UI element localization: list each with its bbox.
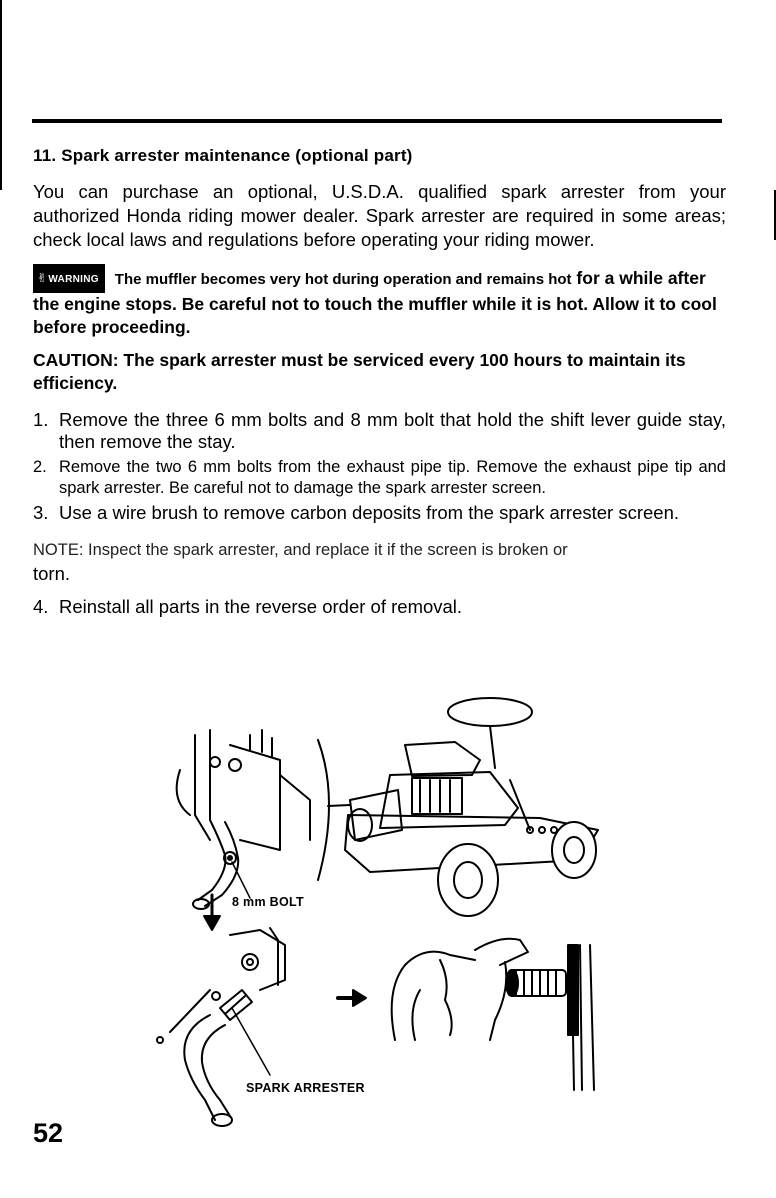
note-text: NOTE: Inspect the spark arrester, and replace it if the screen is broken or [33, 541, 568, 559]
right-arrow-icon [338, 990, 366, 1006]
step-2 [33, 457, 726, 499]
warning-first-line: The muffler becomes very hot during operation and remains hot [114, 271, 572, 288]
note-continuation: torn. [33, 563, 71, 584]
spark-arrester-label: SPARK ARRESTER [246, 1081, 365, 1095]
step-3 [33, 502, 726, 524]
warning-text: for a while after the engine stops. Be careful not to touch the muffler while it is hot. Allow it to cool before proceeding. [33, 268, 717, 337]
top-rule [32, 119, 722, 123]
warning-block [33, 264, 726, 339]
intro-paragraph: You can purchase an optional, U.S.D.A. qualified spark arrester from your authorized Honda riding mower dealer. Spark arrester are required in some areas; check local laws and regulations before operating your riding mower. [33, 181, 726, 250]
step-1 [33, 409, 726, 453]
spark-arrester-illustration [150, 690, 610, 1130]
warning-badge [33, 264, 105, 293]
step-number: 3. [33, 502, 49, 523]
manual-content [33, 146, 726, 618]
brush-cleaning-drawing [392, 939, 594, 1090]
riding-mower-drawing [328, 698, 598, 916]
illustration-drawing [150, 690, 610, 1130]
warning-hand-icon: ✌ [37, 271, 48, 285]
step-number: 4. [33, 596, 49, 617]
step-text: Remove the three 6 mm bolts and 8 mm bolt that hold the shift lever guide stay, then remove the stay. [59, 409, 726, 452]
note-block [33, 538, 726, 586]
procedure-steps-final [33, 596, 726, 618]
step-text: Use a wire brush to remove carbon deposits from the spark arrester screen. [59, 502, 680, 523]
exhaust-detail-drawing [177, 730, 310, 909]
procedure-steps [33, 409, 726, 524]
step-number: 2. [33, 458, 47, 476]
page-number: 52 [33, 1118, 64, 1148]
warning-badge-label: WARNING [48, 274, 99, 285]
detail-bracket [318, 740, 329, 880]
pipe-exploded-drawing [157, 928, 285, 1126]
section-heading: 11. Spark arrester maintenance (optional part) [33, 146, 413, 165]
bolt-label: 8 mm BOLT [232, 895, 304, 909]
caution-text: CAUTION: The spark arrester must be serviced every 100 hours to maintain its efficiency. [33, 350, 686, 393]
page-edge-left [0, 0, 2, 190]
step-number: 1. [33, 409, 49, 430]
step-text: Reinstall all parts in the reverse order of removal. [59, 596, 463, 617]
step-text: Remove the two 6 mm bolts from the exhaust pipe tip. Remove the exhaust pipe tip and spark arrester. Be careful not to damage the spark arrester screen. [59, 458, 726, 497]
step-4 [33, 596, 726, 618]
